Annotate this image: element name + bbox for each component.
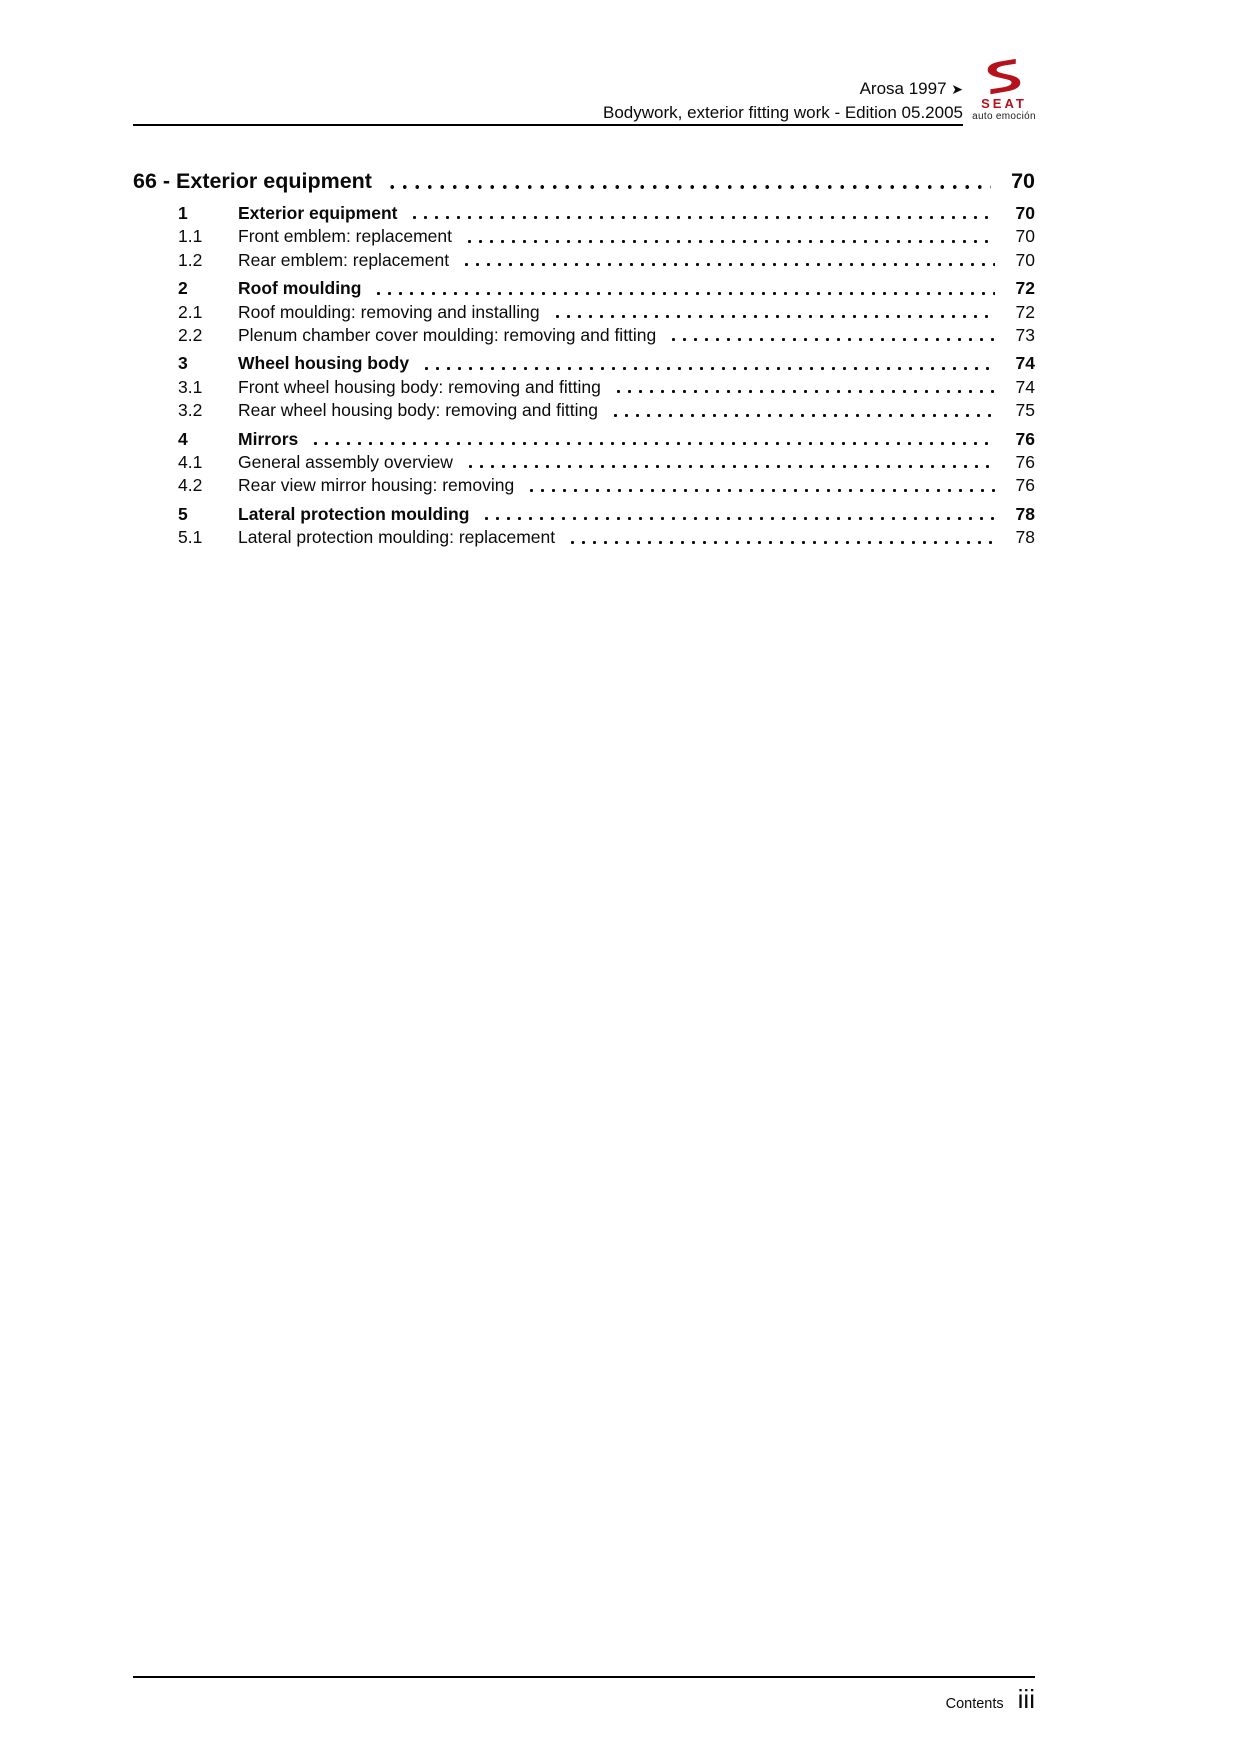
toc-entry-page: 76 [1015, 475, 1035, 496]
header-model: Arosa 1997 [859, 79, 947, 98]
toc-entry-title: Mirrors [238, 428, 299, 449]
table-of-contents [133, 168, 1035, 550]
header-model-line [603, 77, 963, 101]
toc-entry-title: Rear emblem: replacement [238, 249, 450, 270]
toc-entry-number: 2.1 [178, 301, 203, 322]
toc-entry [133, 352, 1035, 375]
toc-entry-page: 74 [1015, 353, 1035, 374]
toc-entry-number: 1.2 [178, 249, 203, 270]
dot-leader [613, 376, 995, 399]
toc-entry-title: Plenum chamber cover moulding: removing and fitting [238, 325, 657, 346]
toc-entry [133, 474, 1035, 497]
toc-entry-number: 3.2 [178, 400, 203, 421]
toc-entry [133, 428, 1035, 451]
toc-entry [133, 526, 1035, 549]
toc-entry-number: 4 [178, 428, 188, 449]
dot-leader [310, 428, 995, 451]
dot-leader [373, 277, 995, 300]
toc-entry [133, 376, 1035, 399]
forward-arrow-icon: ➤ [951, 81, 963, 97]
toc-entry-page: 73 [1015, 325, 1035, 346]
toc-entry-title: Wheel housing body [238, 353, 410, 374]
toc-entry [133, 324, 1035, 347]
header-subtitle: Bodywork, exterior fitting work - Edition 05.2005 [602, 103, 963, 122]
toc-entry-title: Front emblem: replacement [238, 226, 452, 247]
dot-leader [552, 301, 995, 324]
toc-entry-page: 70 [1015, 249, 1035, 270]
toc-entry-title: Roof moulding: removing and installing [238, 301, 540, 322]
toc-entry-number: 4.1 [178, 452, 203, 473]
toc-entry [133, 277, 1035, 300]
toc-entry [133, 451, 1035, 474]
toc-entry-list [133, 202, 1035, 550]
footer-divider [133, 1676, 1035, 1678]
toc-entry-number: 3 [178, 353, 188, 374]
toc-entry-title: Exterior equipment [238, 203, 398, 223]
toc-entry-page: 74 [1015, 376, 1035, 397]
dot-leader [386, 168, 991, 195]
dot-leader [464, 225, 995, 248]
toc-entry-title: Lateral protection moulding [238, 503, 470, 524]
toc-chapter-title: 66 - Exterior equipment [133, 169, 372, 193]
toc-entry [133, 301, 1035, 324]
toc-entry-page: 70 [1015, 203, 1035, 223]
toc-entry [133, 225, 1035, 248]
page-header [603, 77, 963, 124]
seat-logo [966, 58, 1042, 122]
toc-entry-page: 72 [1015, 301, 1035, 322]
toc-entry [133, 202, 1035, 225]
toc-entry-title: Roof moulding [238, 278, 362, 299]
toc-entry-number: 5.1 [178, 527, 203, 548]
toc-entry-page: 76 [1015, 452, 1035, 473]
toc-entry-title: Front wheel housing body: removing and fitting [238, 376, 601, 397]
seat-wordmark: SEAT [981, 96, 1027, 111]
dot-leader [421, 352, 995, 375]
dot-leader [481, 503, 995, 526]
toc-entry-page: 70 [1015, 226, 1035, 247]
toc-entry [133, 503, 1035, 526]
header-divider [133, 124, 963, 126]
toc-entry-number: 1.1 [178, 226, 203, 247]
footer-page-number: iii [1017, 1684, 1035, 1714]
toc-entry-number: 2 [178, 278, 188, 299]
dot-leader [668, 324, 995, 347]
toc-entry-page: 76 [1015, 428, 1035, 449]
seat-tagline: auto emoción [972, 111, 1036, 122]
toc-entry-page: 75 [1015, 400, 1035, 421]
dot-leader [526, 474, 995, 497]
seat-s-icon [985, 58, 1023, 96]
toc-entry-number: 2.2 [178, 325, 203, 346]
toc-chapter [133, 168, 1035, 195]
toc-entry-number: 1 [178, 203, 188, 223]
dot-leader [465, 451, 995, 474]
toc-entry-title: Lateral protection moulding: replacement [238, 527, 556, 548]
dot-leader [409, 202, 995, 225]
toc-entry-number: 3.1 [178, 376, 203, 397]
toc-entry-page: 78 [1015, 527, 1035, 548]
toc-entry-title: Rear view mirror housing: removing [238, 475, 515, 496]
page-footer [133, 1684, 1035, 1714]
toc-entry-page: 72 [1015, 278, 1035, 299]
toc-entry-title: Rear wheel housing body: removing and fitting [238, 400, 598, 421]
dot-leader [567, 526, 995, 549]
toc-entry [133, 399, 1035, 422]
toc-entry-number: 4.2 [178, 475, 203, 496]
toc-entry-page: 78 [1015, 503, 1035, 524]
footer-section-label: Contents [945, 1696, 1004, 1712]
toc-entry-number: 5 [178, 503, 188, 524]
toc-chapter-page: 70 [1011, 169, 1035, 193]
toc-entry-title: General assembly overview [238, 452, 453, 473]
toc-entry [133, 249, 1035, 272]
dot-leader [610, 399, 995, 422]
dot-leader [461, 249, 995, 272]
